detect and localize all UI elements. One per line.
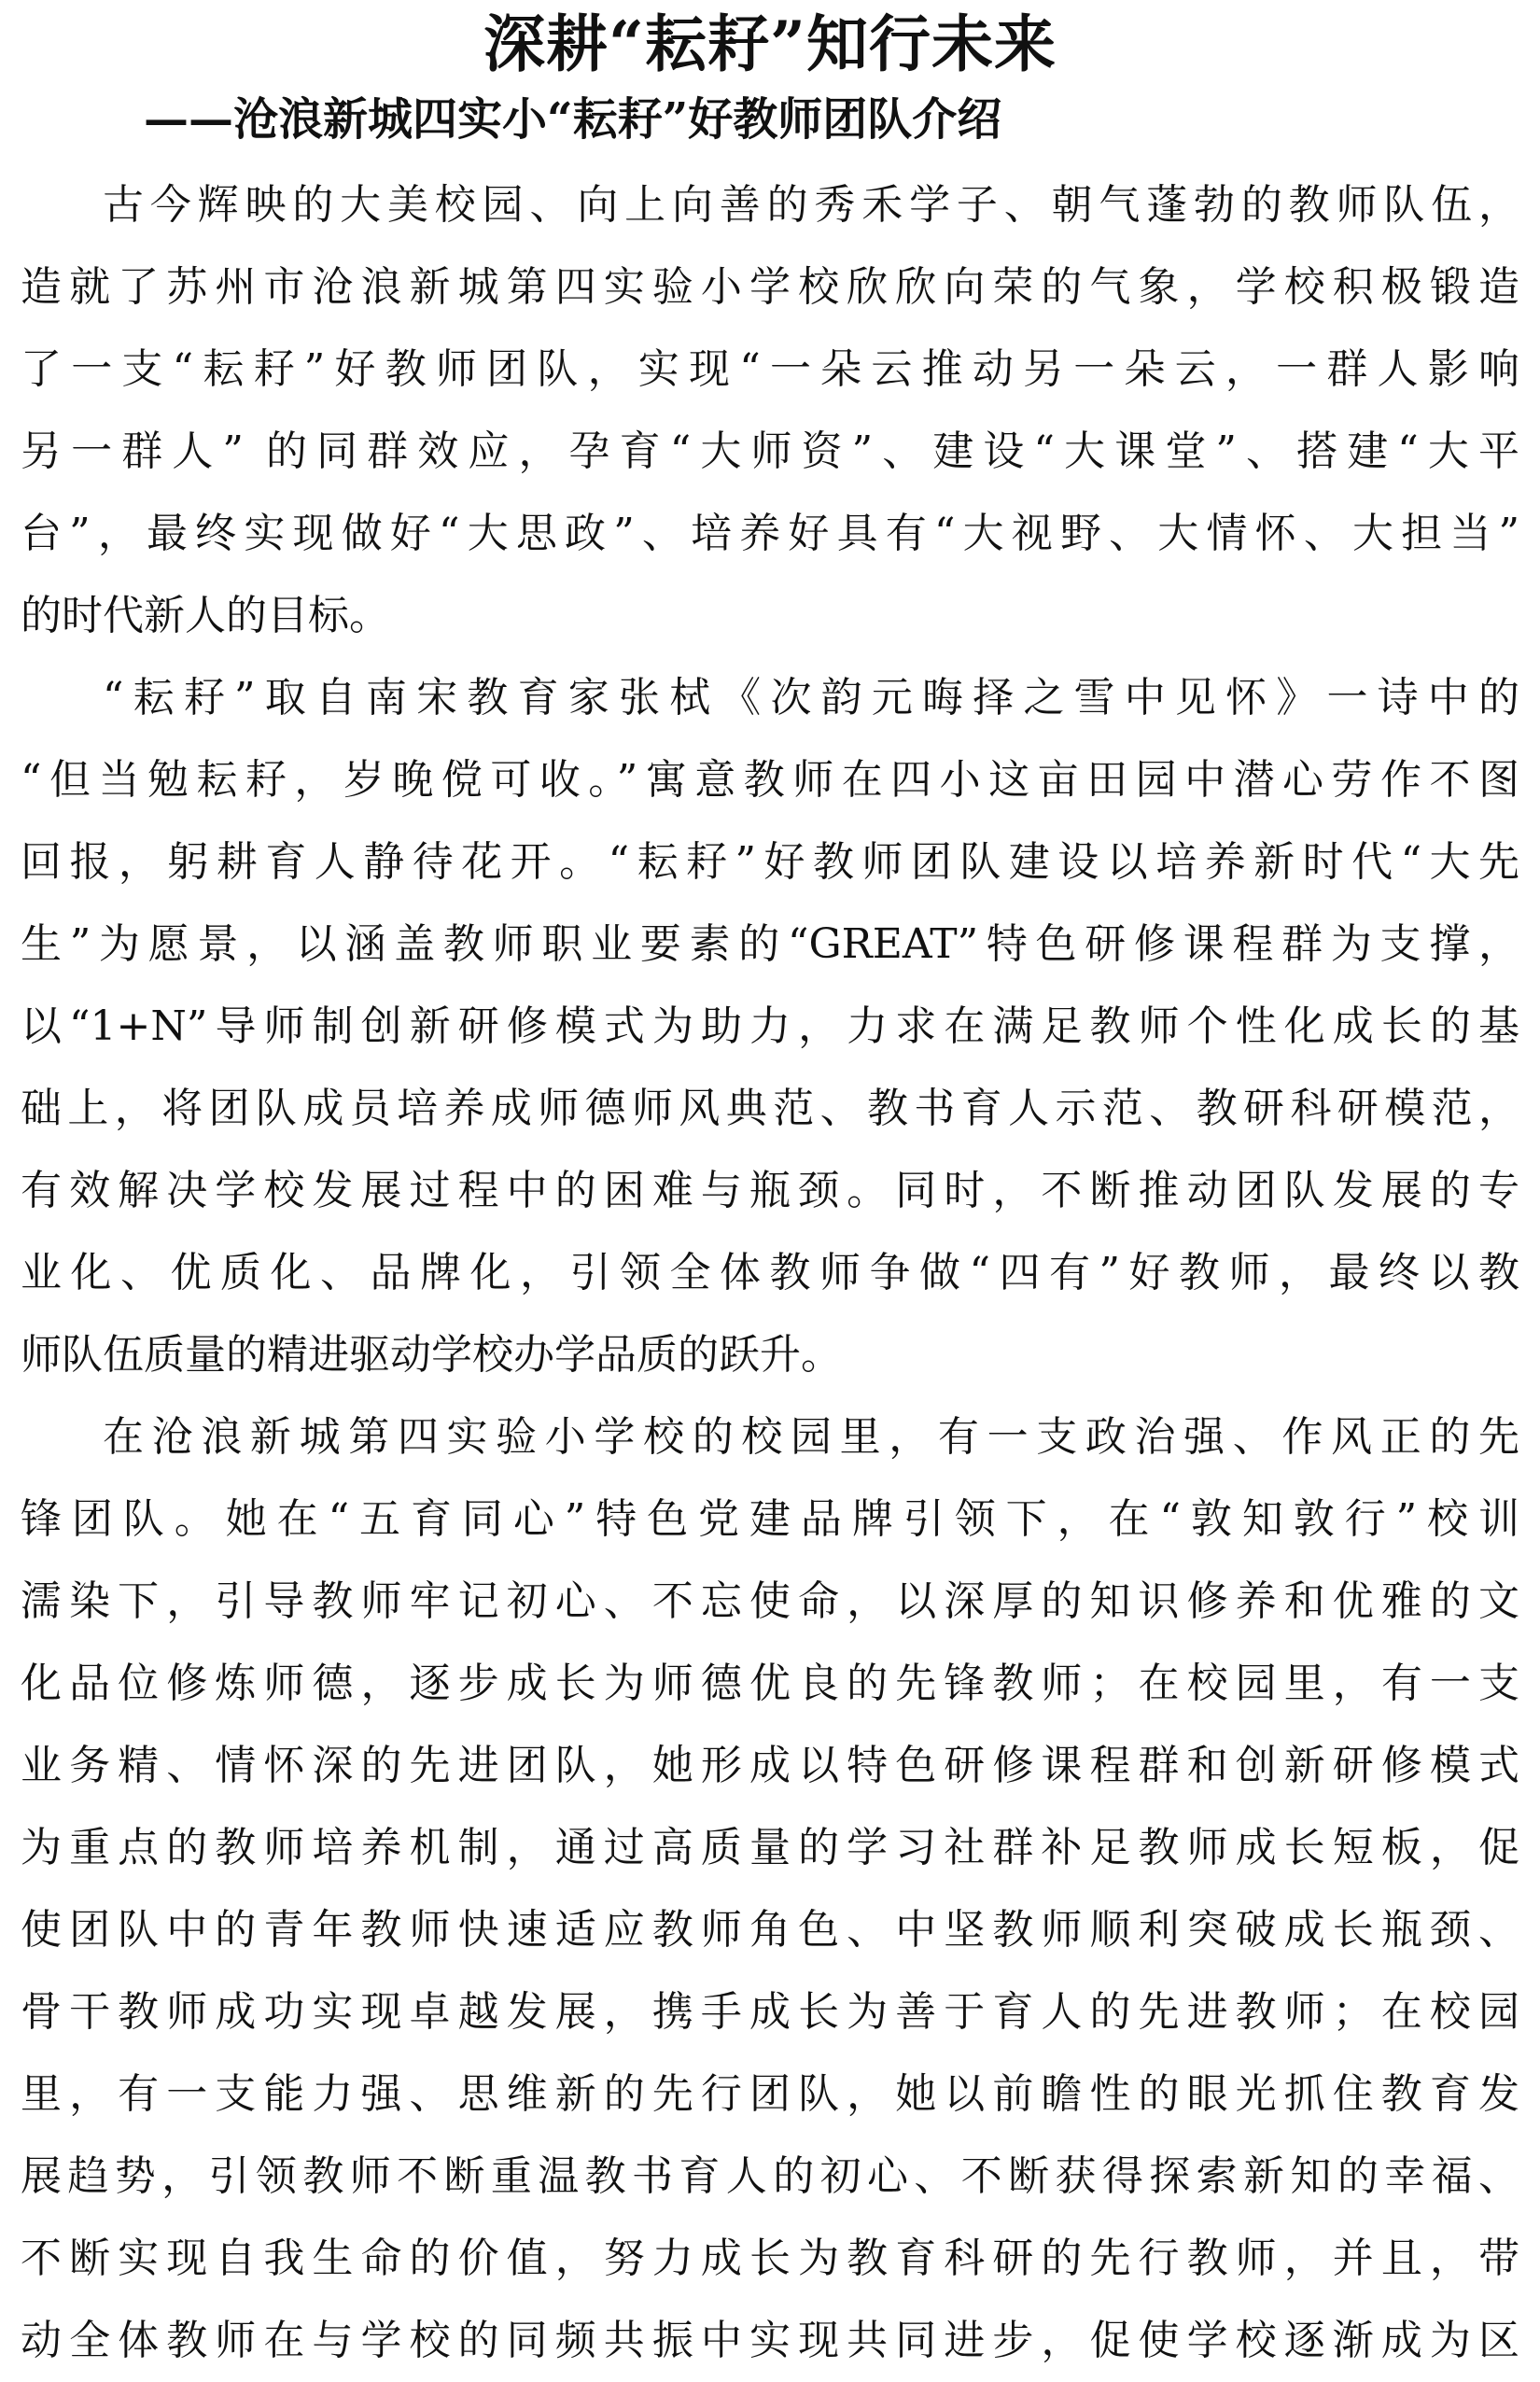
paragraph-line: 为重点的教师培养机制，通过高质量的学习社群补足教师成长短板，促 bbox=[21, 1824, 1519, 1871]
paragraph-line: 师队伍质量的精进驱动学校办学品质的跃升。 bbox=[21, 1331, 842, 1379]
paragraph-line: 古今辉映的大美校园、向上向善的秀禾学子、朝气蓬勃的教师队伍， bbox=[103, 181, 1519, 229]
paragraph-line: 里，有一支能力强、思维新的先行团队，她以前瞻性的眼光抓住教育发 bbox=[21, 2070, 1519, 2118]
paragraph-intro bbox=[21, 164, 1519, 657]
paragraph-line: 了一支“耘耔”好教师团队，实现“一朵云推动另一朵云，一群人影响 bbox=[21, 345, 1519, 393]
paragraph-line: 动全体教师在与学校的同频共振中实现共同进步，促使学校逐渐成为区 bbox=[21, 2317, 1519, 2364]
paragraph-line: 展趋势，引领教师不断重温教书育人的初心、不断获得探索新知的幸福、 bbox=[21, 2152, 1519, 2200]
paragraph-line: 的时代新人的目标。 bbox=[21, 592, 390, 639]
paragraph-line: 骨干教师成功实现卓越发展，携手成长为善于育人的先进教师；在校园 bbox=[21, 1988, 1519, 2036]
paragraph-origin bbox=[21, 657, 1519, 1396]
paragraph-line: 锋团队。她在“五育同心”特色党建品牌引领下，在“敦知敦行”校训 bbox=[21, 1495, 1519, 1543]
article-body bbox=[21, 164, 1519, 2382]
article-title: 深耕“耘耔”知行未来 bbox=[483, 7, 1057, 80]
paragraph-line: “耘耔”取自南宋教育家张栻《次韵元晦择之雪中见怀》一诗中的 bbox=[103, 674, 1519, 722]
paragraph-line: 台”，最终实现做好“大思政”、培养好具有“大视野、大情怀、大担当” bbox=[21, 510, 1519, 557]
article-subtitle: ——沧浪新城四实小“耘耔”好教师团队介绍 bbox=[144, 93, 1002, 146]
paragraph-line: 有效解决学校发展过程中的困难与瓶颈。同时，不断推动团队发展的专 bbox=[21, 1167, 1519, 1214]
paragraph-line: 回报，躬耕育人静待花开。“耘耔”好教师团队建设以培养新时代“大先 bbox=[21, 838, 1519, 886]
paragraph-line: 业务精、情怀深的先进团队，她形成以特色研修课程群和创新研修模式 bbox=[21, 1742, 1519, 1789]
paragraph-line: 础上，将团队成员培养成师德师风典范、教书育人示范、教研科研模范， bbox=[21, 1085, 1519, 1132]
paragraph-line: 造就了苏州市沧浪新城第四实验小学校欣欣向荣的气象，学校积极锻造 bbox=[21, 263, 1519, 311]
paragraph-line: 生”为愿景，以涵盖教师职业要素的“GREAT”特色研修课程群为支撑， bbox=[21, 920, 1519, 968]
paragraph-line: 不断实现自我生命的价值，努力成长为教育科研的先行教师，并且，带 bbox=[21, 2235, 1519, 2282]
paragraph-line: 另一群人” 的同群效应，孕育“大师资”、建设“大课堂”、搭建“大平 bbox=[21, 427, 1519, 475]
paragraph-line: 濡染下，引导教师牢记初心、不忘使命，以深厚的知识修养和优雅的文 bbox=[21, 1577, 1519, 1625]
paragraph-line: 在沧浪新城第四实验小学校的校园里，有一支政治强、作风正的先 bbox=[103, 1413, 1519, 1461]
paragraph-line: 化品位修炼师德，逐步成长为师德优良的先锋教师；在校园里，有一支 bbox=[21, 1660, 1519, 1707]
paragraph-line: 使团队中的青年教师快速适应教师角色、中坚教师顺利突破成长瓶颈、 bbox=[21, 1906, 1519, 1954]
paragraph-line: 业化、优质化、品牌化，引领全体教师争做“四有”好教师，最终以教 bbox=[21, 1249, 1519, 1296]
paragraph-line: 以“1+N”导师制创新研修模式为助力，力求在满足教师个性化成长的基 bbox=[21, 1002, 1519, 1050]
paragraph-teams bbox=[21, 1396, 1519, 2382]
paragraph-line: “但当勉耘耔，岁晚傥可收。”寓意教师在四小这亩田园中潜心劳作不图 bbox=[21, 756, 1519, 804]
